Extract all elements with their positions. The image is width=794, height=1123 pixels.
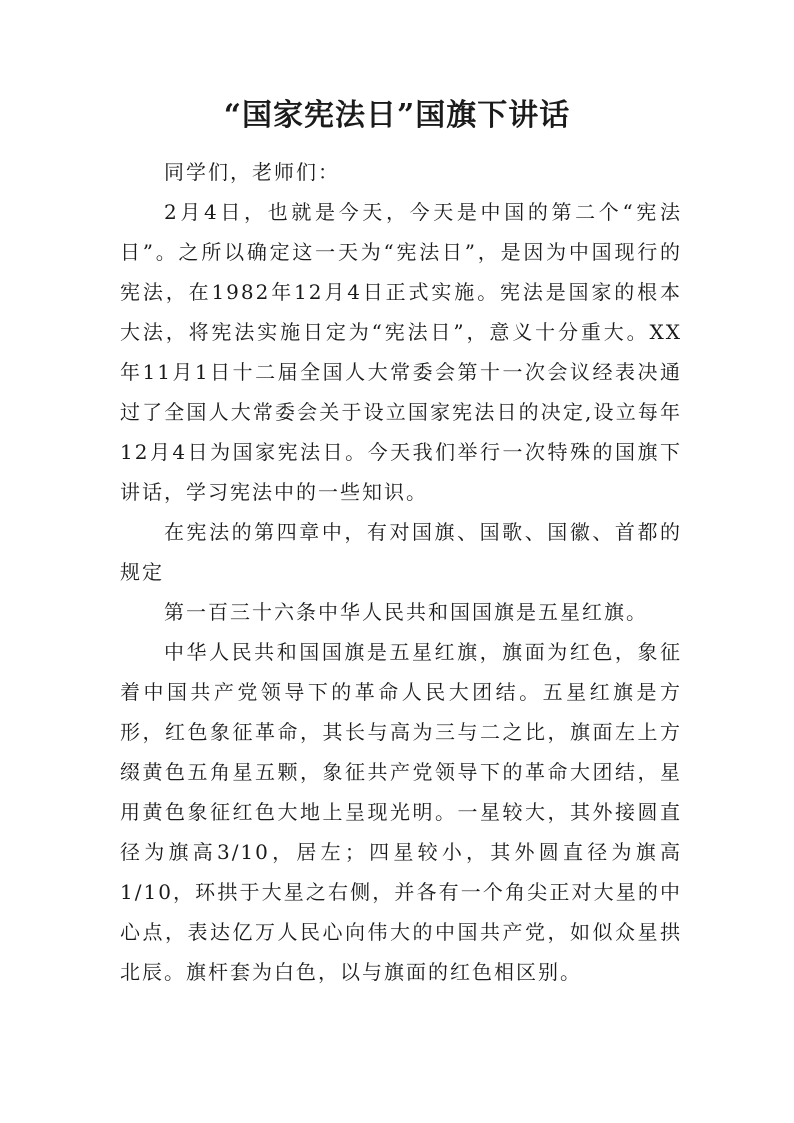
document-title: “国家宪法日”国旗下讲话 bbox=[223, 98, 571, 133]
article-136-paragraph: 第一百三十六条中华人民共和国国旗是五星红旗。 bbox=[164, 600, 648, 624]
greeting-paragraph: 同学们，老师们： bbox=[164, 160, 340, 184]
constitution-day-paragraph: 2月4日，也就是今天，今天是中国的第二个“宪法日”。之所以确定这一天为“宪法日”，是因为中国现行的宪法，在1982年12月4日正式实施。宪法是国家的根本大法，将宪法实施日定为“宪法日”，意义十分重大。XX年11月1日十二届全国人大常委会第十一次会议经表决通过了全国人大常委会关于设立国家宪法日的决定,设立每年12月4日为国家宪法日。今天我们举行一次特殊的国旗下讲话，学习宪法中的一些知识。 bbox=[120, 200, 682, 504]
document-body bbox=[120, 152, 682, 992]
national-flag-paragraph: 中华人民共和国国旗是五星红旗，旗面为红色，象征着中国共产党领导下的革命人民大团结。五星红旗是方形，红色象征革命，其长与高为三与二之比，旗面左上方缀黄色五角星五颗，象征共产党领导下的革命大团结，星用黄色象征红色大地上呈现光明。一星较大，其外接圆直径为旗高3/10，居左；四星较小，其外圆直径为旗高1/10，环拱于大星之右侧，并各有一个角尖正对大星的中心点，表达亿万人民心向伟大的中国共产党，如似众星拱北辰。旗杆套为白色，以与旗面的红色相区别。 bbox=[120, 640, 682, 984]
chapter-four-paragraph: 在宪法的第四章中，有对国旗、国歌、国徽、首都的规定 bbox=[120, 520, 682, 584]
